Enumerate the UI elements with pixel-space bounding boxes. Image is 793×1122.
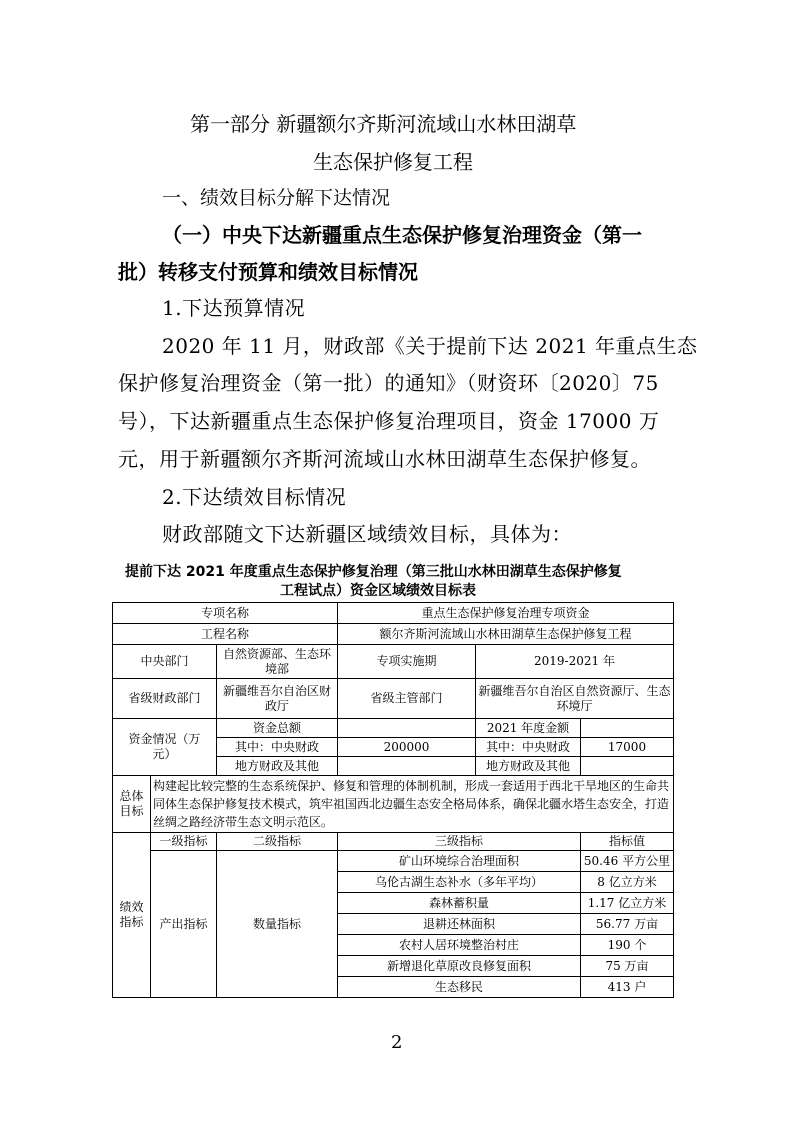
paragraph-performance: 财政部随文下达新疆区域绩效目标，具体为：: [162, 522, 572, 546]
table-title-line1: 提前下达 2021 年度重点生态保护修复治理（第三批山水林田湖草生态保护修复: [125, 564, 622, 580]
indicator-name: 矿山环境综合治理面积: [338, 851, 581, 872]
doc-title-line2: 生态保护修复工程: [313, 150, 473, 174]
label-fund-status: 资金情况（万元）: [113, 719, 217, 776]
heading-performance-goals: 一、绩效目标分解下达情况: [162, 187, 391, 209]
value-central-dept: 自然资源部、生态环境部: [217, 645, 338, 679]
performance-goal-table: [112, 602, 674, 998]
value-overall-goal: 构建起比较完整的生态系统保护、修复和管理的体制机制，形成一套适用于西北干旱地区的生命共同体生态保护修复技术模式，筑牢祖国西北边疆生态安全格局体系，确保北疆水塔生态安全，打造丝绸之路经济带生态文明示范区。: [151, 776, 674, 833]
indicator-name: 生态移民: [338, 977, 581, 998]
fund-local-label: 地方财政及其他: [217, 757, 338, 776]
label-quantity-indicators: 数量指标: [217, 851, 338, 998]
heading-central-funds-line2: 批）转移支付预算和绩效目标情况: [118, 260, 418, 284]
subheading-performance: 2.下达绩效目标情况: [162, 485, 347, 509]
label-project-name: 专项名称: [113, 603, 338, 624]
label-central-dept: 中央部门: [113, 645, 217, 679]
fund-central-total: 200000: [338, 738, 476, 757]
label-provincial-finance: 省级财政部门: [113, 679, 217, 719]
fund-central-year: 17000: [581, 738, 674, 757]
fund-central-label: 其中：中央财政: [217, 738, 338, 757]
label-performance-indicators: 绩效指标: [113, 833, 151, 998]
subheading-budget: 1.下达预算情况: [162, 296, 306, 320]
label-engineering-name: 工程名称: [113, 624, 338, 645]
paragraph-budget-line1: 2020 年 11 月，财政部《关于提前下达 2021 年重点生态: [162, 334, 698, 358]
indicator-name: 乌伦古湖生态补水（多年平均）: [338, 872, 581, 893]
value-project-name: 重点生态保护修复治理专项资金: [338, 603, 674, 624]
col-level1: 一级指标: [151, 833, 217, 851]
indicator-name: 退耕还林面积: [338, 914, 581, 935]
indicator-value: 56.77 万亩: [581, 914, 674, 935]
value-provincial-authority: 新疆维吾尔自治区自然资源厅、生态环境厅: [476, 679, 674, 719]
indicator-name: 森林蓄积量: [338, 893, 581, 914]
paragraph-budget-line4: 元，用于新疆额尔齐斯河流域山水林田湖草生态保护修复。: [118, 447, 651, 471]
fund-local-label-year: 地方财政及其他: [476, 757, 581, 776]
label-overall-goal: 总体目标: [113, 776, 151, 833]
col-indicator-value: 指标值: [581, 833, 674, 851]
heading-central-funds-line1: （一）中央下达新疆重点生态保护修复治理资金（第一: [162, 223, 642, 247]
indicator-value: 50.46 平方公里: [581, 851, 674, 872]
value-implementation-period: 2019-2021 年: [476, 645, 674, 679]
table-title-line2: 工程试点）资金区域绩效目标表: [280, 583, 476, 599]
indicator-value: 190 个: [581, 935, 674, 956]
fund-total-header: 资金总额: [217, 719, 338, 738]
label-provincial-authority: 省级主管部门: [338, 679, 476, 719]
paragraph-budget-line2: 保护修复治理资金（第一批）的通知》（财资环〔2020〕75: [118, 371, 659, 395]
fund-central-label-year: 其中：中央财政: [476, 738, 581, 757]
label-output-indicators: 产出指标: [151, 851, 217, 998]
indicator-value: 1.17 亿立方米: [581, 893, 674, 914]
indicator-value: 8 亿立方米: [581, 872, 674, 893]
value-engineering-name: 额尔齐斯河流域山水林田湖草生态保护修复工程: [338, 624, 674, 645]
indicator-name: 农村人居环境整治村庄: [338, 935, 581, 956]
paragraph-budget-line3: 号），下达新疆重点生态保护修复治理项目，资金 17000 万: [118, 409, 660, 433]
indicator-value: 75 万亩: [581, 956, 674, 977]
label-implementation-period: 专项实施期: [338, 645, 476, 679]
doc-title-line1: 第一部分 新疆额尔齐斯河流域山水林田湖草: [190, 112, 577, 136]
value-provincial-finance: 新疆维吾尔自治区财政厅: [217, 679, 338, 719]
fund-year-header: 2021 年度金额: [476, 719, 581, 738]
indicator-name: 新增退化草原改良修复面积: [338, 956, 581, 977]
col-level2: 二级指标: [217, 833, 338, 851]
indicator-value: 413 户: [581, 977, 674, 998]
page-number: 2: [391, 1032, 403, 1053]
col-level3: 三级指标: [338, 833, 581, 851]
